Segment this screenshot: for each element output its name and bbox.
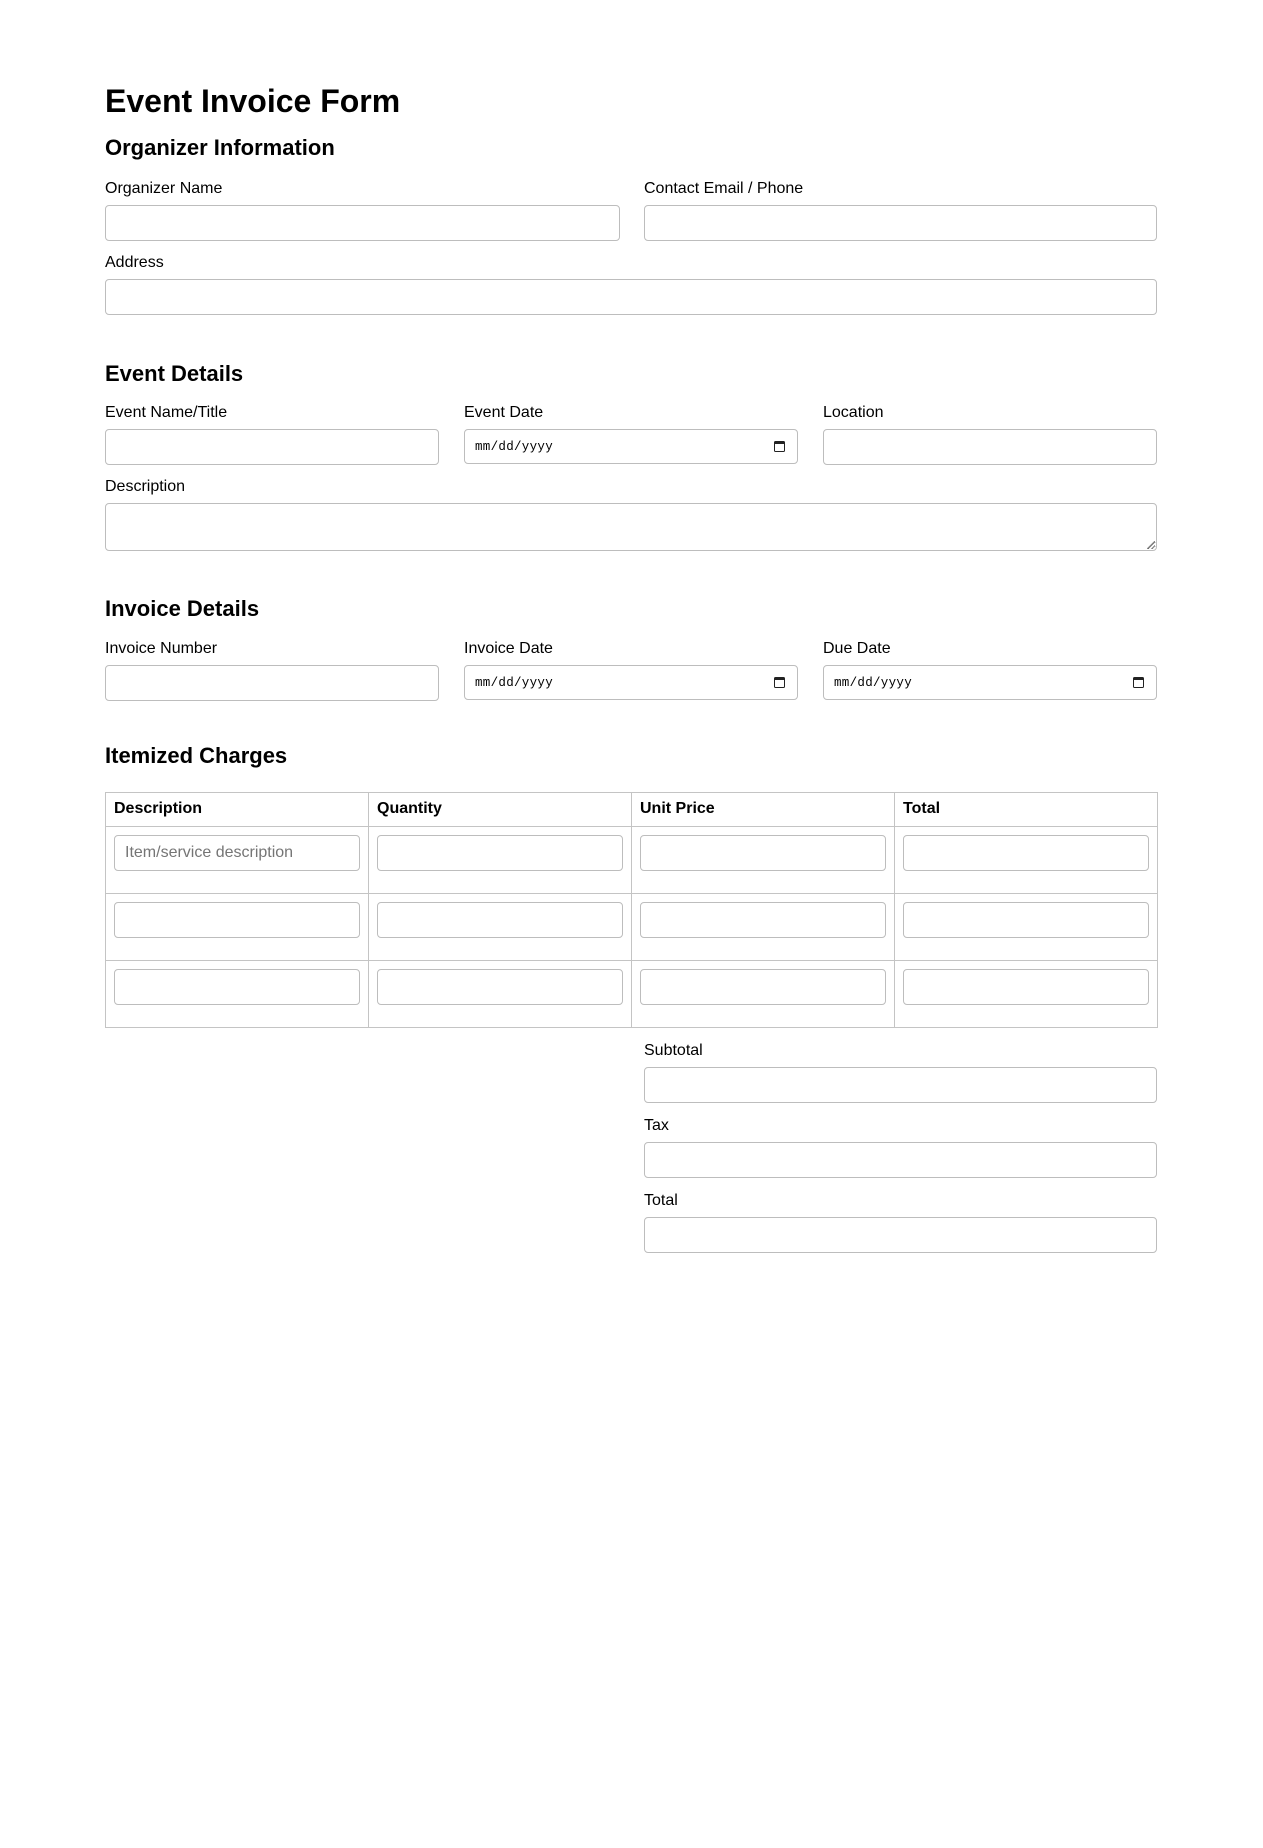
calendar-icon[interactable] (774, 677, 785, 688)
page-title: Event Invoice Form (105, 83, 401, 119)
location-label: Location (823, 404, 884, 421)
total-field (644, 1192, 1157, 1254)
invoice-section-heading: Invoice Details (105, 596, 260, 621)
invoice-number-label: Invoice Number (105, 640, 218, 657)
table-row (106, 961, 1158, 1028)
subtotal-field (644, 1042, 1157, 1104)
subtotal-label: Subtotal (644, 1042, 703, 1059)
event-name-field (105, 404, 439, 465)
event-description-field (105, 478, 1157, 552)
table-row (106, 894, 1158, 961)
quantity-cell (369, 827, 632, 894)
organizer-name-input[interactable] (105, 205, 620, 241)
column-header-total: Total (895, 793, 1158, 827)
unit-price-cell (632, 827, 895, 894)
description-cell (106, 961, 369, 1028)
description-cell (106, 827, 369, 894)
table-row (106, 827, 1158, 894)
event-name-label: Event Name/Title (105, 404, 228, 421)
invoice-date-label: Invoice Date (464, 640, 553, 657)
item-quantity-input[interactable] (377, 835, 623, 871)
organizer-name-field (105, 180, 620, 241)
event-date-label: Event Date (464, 404, 544, 421)
invoice-date-placeholder: mm/dd/yyyy (475, 675, 554, 690)
item-description-input[interactable] (114, 969, 360, 1005)
location-input[interactable] (823, 429, 1157, 465)
event-date-field (464, 404, 798, 465)
address-label: Address (105, 254, 164, 271)
item-description-input[interactable] (114, 835, 360, 871)
unit-price-cell (632, 894, 895, 961)
column-header-quantity: Quantity (369, 793, 632, 827)
invoice-number-input[interactable] (105, 665, 439, 701)
items-section-heading: Itemized Charges (105, 743, 288, 768)
itemized-charges-table (105, 792, 1158, 1028)
item-description-input[interactable] (114, 902, 360, 938)
address-field (105, 254, 1157, 315)
item-unit-price-input[interactable] (640, 902, 886, 938)
item-unit-price-input[interactable] (640, 835, 886, 871)
subtotal-input[interactable] (644, 1067, 1157, 1103)
column-header-unit-price: Unit Price (632, 793, 895, 827)
contact-field (644, 180, 1157, 241)
due-date-input[interactable] (823, 665, 1157, 700)
location-field (823, 404, 1157, 465)
due-date-field (823, 640, 1157, 700)
total-label: Total (644, 1192, 678, 1209)
calendar-icon[interactable] (1133, 677, 1144, 688)
item-quantity-input[interactable] (377, 902, 623, 938)
tax-label: Tax (644, 1117, 669, 1134)
item-quantity-input[interactable] (377, 969, 623, 1005)
column-header-description: Description (106, 793, 369, 827)
total-cell (895, 894, 1158, 961)
tax-field (644, 1117, 1157, 1179)
quantity-cell (369, 961, 632, 1028)
event-section-heading: Event Details (105, 361, 244, 386)
item-total-input[interactable] (903, 969, 1149, 1005)
quantity-cell (369, 894, 632, 961)
tax-input[interactable] (644, 1142, 1157, 1178)
event-description-label: Description (105, 478, 186, 495)
unit-price-cell (632, 961, 895, 1028)
event-date-input[interactable] (464, 429, 798, 464)
total-cell (895, 827, 1158, 894)
event-date-placeholder: mm/dd/yyyy (475, 439, 554, 454)
total-input[interactable] (644, 1217, 1157, 1253)
event-name-input[interactable] (105, 429, 439, 465)
contact-input[interactable] (644, 205, 1157, 241)
description-cell (106, 894, 369, 961)
table-header-row (106, 793, 1158, 827)
calendar-icon[interactable] (774, 441, 785, 452)
organizer-section-heading: Organizer Information (105, 135, 335, 160)
item-unit-price-input[interactable] (640, 969, 886, 1005)
event-description-wrapper (105, 503, 1157, 551)
item-total-input[interactable] (903, 902, 1149, 938)
address-input[interactable] (105, 279, 1157, 315)
due-date-label: Due Date (823, 640, 891, 657)
due-date-placeholder: mm/dd/yyyy (834, 675, 913, 690)
invoice-date-input[interactable] (464, 665, 798, 700)
event-description-textarea[interactable] (105, 503, 1157, 551)
item-total-input[interactable] (903, 835, 1149, 871)
invoice-date-field (464, 640, 798, 700)
contact-label: Contact Email / Phone (644, 180, 804, 197)
invoice-number-field (105, 640, 439, 700)
organizer-name-label: Organizer Name (105, 180, 223, 197)
total-cell (895, 961, 1158, 1028)
